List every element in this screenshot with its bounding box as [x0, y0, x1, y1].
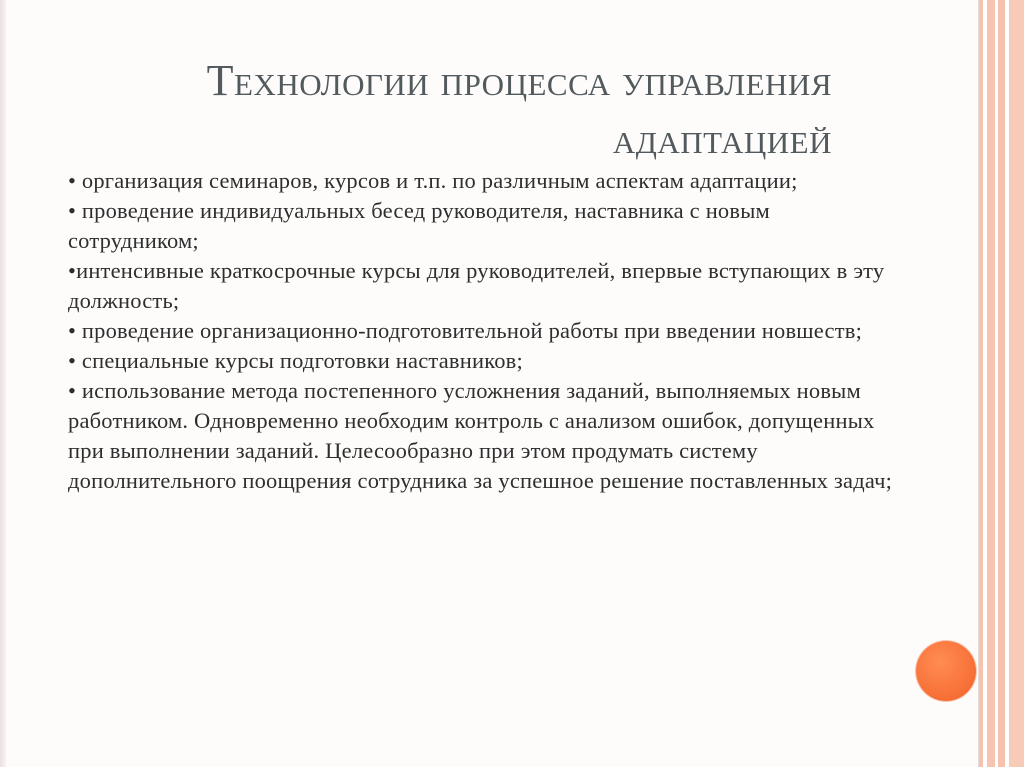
decorative-stripe [987, 0, 995, 767]
bullet-item: •интенсивные краткосрочные курсы для руководителей, впервые вступающих в эту должность; [68, 258, 885, 313]
bullet-item: • проведение организационно-подготовительной работы при введении новшеств; [68, 318, 863, 343]
slide-title-line2: адаптацией [612, 114, 832, 163]
accent-circle [916, 641, 976, 701]
slide-title [72, 52, 832, 168]
bullet-item: • использование метода постепенного усложнения заданий, выполняемых новым работником. Одновременно необходим контроль с анализом ошибок, допущенных при выполнении заданий. Целесообразно при этом продумать систему дополнительного поощрения сотрудника за успешное решение поставленных задач; [68, 378, 893, 493]
bullet-item: • организация семинаров, курсов и т.п. по различным аспектам адаптации; [68, 168, 798, 193]
bullet-item: • специальные курсы подготовки наставников; [68, 348, 523, 373]
bullet-list [68, 166, 898, 496]
bullet-item: • проведение индивидуальных бесед руководителя, наставника с новым сотрудником; [68, 198, 770, 253]
decorative-stripe [1009, 0, 1024, 767]
slide-title-line1: Технологии процесса управления [206, 56, 832, 105]
slide-content-area [6, 0, 979, 767]
decorative-stripe [998, 0, 1005, 767]
